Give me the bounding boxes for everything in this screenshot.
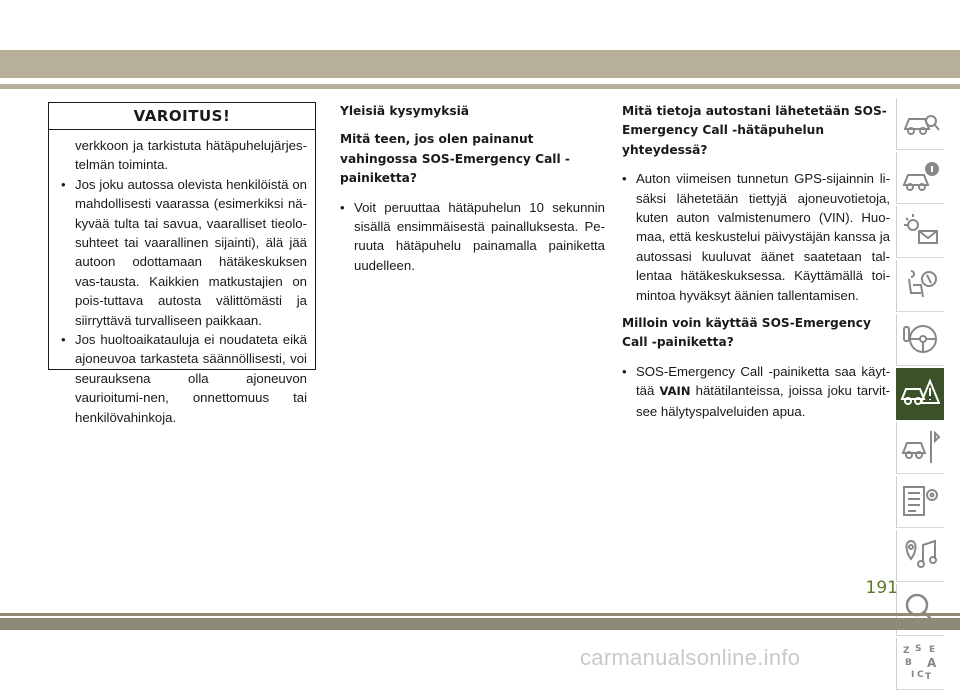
svg-text:S: S [915,644,922,654]
warning-light-icon [901,211,941,251]
tab-driving[interactable] [896,314,944,366]
warning-bullet: • Jos huoltoaikatauluja ei noudateta eikä ajoneuvoa tarkasteta säännöllisesti, voi seurauksena olla ajoneuvon vaurioitumi-nen, onnettomuus tai henkilövahinkoja. [61,330,307,427]
faq-column-2 [622,102,890,430]
warning-box [48,102,316,425]
car-hazard-icon [900,373,940,413]
question-3: Milloin voin käyttää SOS-Emergency Call -painiketta? [622,316,871,350]
answer-3-emphasis: VAIN [659,384,691,399]
svg-text:T: T [925,672,932,682]
footer-band [0,618,960,630]
section-title: Yleisiä kysymyksiä [340,104,469,118]
music-location-icon [901,535,941,575]
answer-2: • Auton viimeisen tunnetun GPS-sijainnin li-säksi lähetetään tiettyjä ajoneuvotietoja, kuten auton valmistenumero (VIN). Huo-maa, että keskustelui päivystäjän kanssa ja autossasi kuuluvat äänet saatetaan tal-lentaa hätäkeskuksessa. Käyttämällä toi-mintoa hyväksyt äänien tallentamisen. [622,169,890,305]
svg-text:A: A [927,656,937,670]
tab-emergency[interactable] [896,368,944,420]
watermark-text: carmanualsonline.info [580,645,801,670]
tab-maintenance[interactable] [896,422,944,474]
answer-1: • Voit peruuttaa hätäpuhelun 10 sekunnin sisällä ensimmäisestä painalluksesta. Pe-ruuta hätäpuhelu painamalla painiketta uudelleen. [340,198,605,276]
tab-warning-lights[interactable] [896,206,944,258]
question-2: Mitä tietoja autostani lähetetään SOS-Emergency Call -hätäpuhelun yhteydessä? [622,104,887,157]
page-number: 191 [865,578,898,598]
warning-bullet: • Jos joku autossa olevista henkilöistä on mahdollisesti vaarassa (esimerkiksi nä-kyvää tulta tai savua, vaaralliset tieolo-suhteet tai vaarallinen sijainti), älä jää autoon odottamaan hätäkeskuksen vas-tausta. Kaikkien matkustajien on pois-tuttava autosta välittömästi ja siirryttävä turvalliseen paikkaan. [61,175,307,330]
answer-3-text-a: SOS-Emergency Call -painiketta saa käyt-tää [636,363,890,399]
car-search-icon [901,103,941,143]
tab-specifications[interactable] [896,476,944,528]
header-rule [0,84,960,89]
svg-text:I: I [911,670,915,680]
tab-multimedia[interactable] [896,530,944,582]
answer-3-text-b: hätätilanteissa, joissa joku tarvit-see hälytyspalveluiden apua. [636,383,890,419]
question-1: Mitä teen, jos olen painanut vahingossa SOS-Emergency Call -painiketta? [340,132,570,186]
svg-text:B: B [905,658,912,668]
steering-wheel-icon [901,319,941,359]
alphabet-index-icon [901,643,941,683]
svg-text:Z: Z [903,646,910,656]
answer-3 [622,362,890,421]
tab-car-info[interactable] [896,152,944,204]
warning-title: VAROITUS! [49,103,315,130]
car-info-icon [901,157,941,197]
faq-column-1 [340,102,605,284]
checklist-gear-icon [901,481,941,521]
footer-rule [0,613,960,616]
tab-safety[interactable] [896,260,944,312]
svg-text:C: C [917,670,924,680]
car-tools-icon [901,427,941,467]
tab-index[interactable] [896,638,944,690]
svg-text:E: E [929,645,936,655]
seat-airbag-icon [901,265,941,305]
header-band [0,50,960,78]
chapter-tabs [896,98,944,692]
warning-continued-text: verkkoon ja tarkistuta hätäpuhelujärjes-telmän toiminta. [75,138,307,173]
tab-car-search[interactable] [896,98,944,150]
